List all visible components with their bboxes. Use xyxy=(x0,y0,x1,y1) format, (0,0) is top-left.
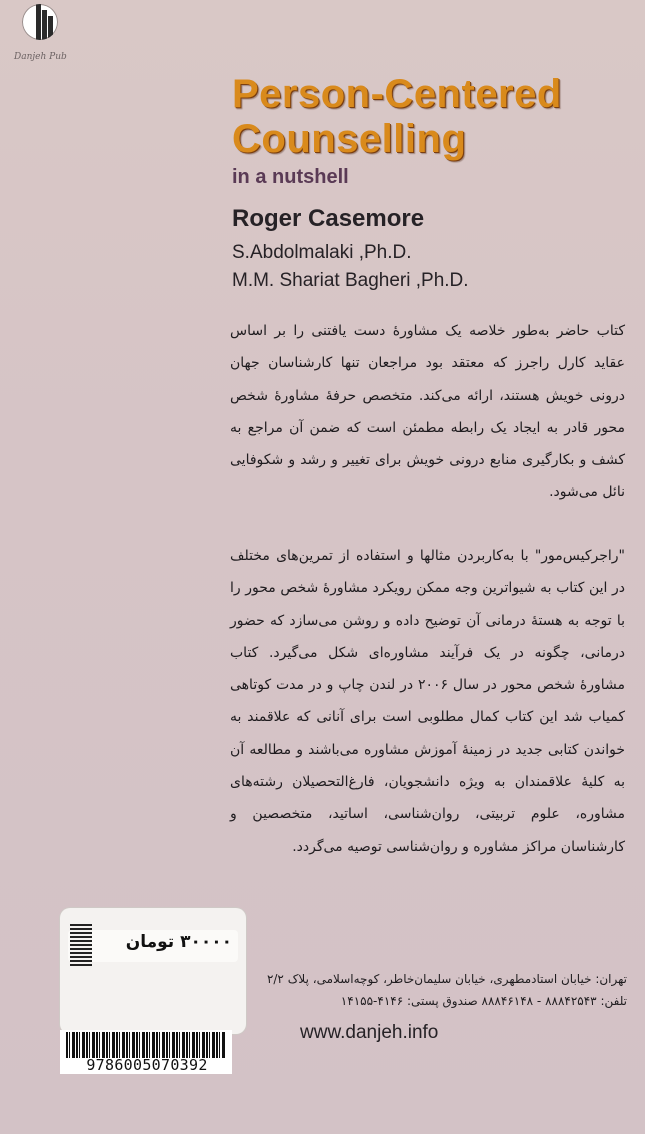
book-subtitle: in a nutshell xyxy=(232,166,349,188)
book-title-line1: Person-Centered xyxy=(232,72,562,116)
translator-2: M.M. Shariat Bagheri ,Ph.D. xyxy=(232,270,469,291)
price-text: ۳۰۰۰۰ تومان xyxy=(125,932,232,952)
book-title-line2: Counselling xyxy=(232,117,467,161)
translator-1: S.Abdolmalaki ,Ph.D. xyxy=(232,242,412,263)
barcode-lines xyxy=(66,1032,226,1058)
isbn-barcode xyxy=(60,1030,232,1074)
barcode-digits: 9786005070392 xyxy=(86,1056,208,1074)
publisher-website: www.danjeh.info xyxy=(300,1022,439,1043)
description-paragraph-1: کتاب حاضر به‌طور خلاصه یک مشاورهٔ دست یافتنی را بر اساس عقاید کارل راجرز که معتقد بود مراجعان تنها کارشناسان جهان درونی خویش هستند، ارائه می‌کند. متخصص حرفهٔ مشاورهٔ شخص محور قادر به ایجاد یک رابطه مطمئن است که ضمن آن مراجع به کشف و بکارگیری منابع درونی خویش برای تغییر و رشد و شکوفایی نائل می‌شود. xyxy=(230,323,625,501)
author-name: Roger Casemore xyxy=(232,205,425,232)
publisher-name: Danjeh Pub xyxy=(14,52,67,62)
price-sticker xyxy=(60,908,246,1034)
publisher-phone: تلفن: ۸۸۸۴۲۵۴۳ - ۸۸۸۴۶۱۴۸ صندوق پستی: ۴۱۴۶-۱۴۱۵۵ xyxy=(340,994,627,1008)
publisher-address: تهران: خیابان استادمطهری، خیابان سلیمان‌خاطر، کوچه‌اسلامی، پلاک ۲/۲ xyxy=(266,972,627,986)
description-paragraph-2: "راجرکیس‌مور" با به‌کاربردن مثالها و استفاده از تمرین‌های مختلف در این کتاب به شیواترین وجه ممکن رویکرد مشاورهٔ شخص محور را با توجه به هستهٔ درمانی آن توضیح داده و روشن می‌سازد که حضور درمانی، چگونه در یک فرآیند مشاوره‌ای شکل می‌گیرد. کتاب مشاورهٔ شخص محور در سال ۲۰۰۶ در لندن چاپ و در مدت کوتاهی کمیاب شد این کتاب کمال مطلوبی است برای آنانی که علاقمند به خواندن کتابی جدید در زمینهٔ آموزش مشاوره می‌باشند و مطالعه آن به کلیهٔ علاقمندان به ویژه دانشجویان، فارغ‌التحصیلان رشته‌های مشاوره، علوم تربیتی، روان‌شناسی، اساتید، متخصصین و کارشناسان مراکز مشاوره و روان‌شناسی توصیه می‌گردد. xyxy=(230,548,625,855)
sticker-barcode xyxy=(70,924,92,968)
publisher-logo xyxy=(22,4,58,40)
